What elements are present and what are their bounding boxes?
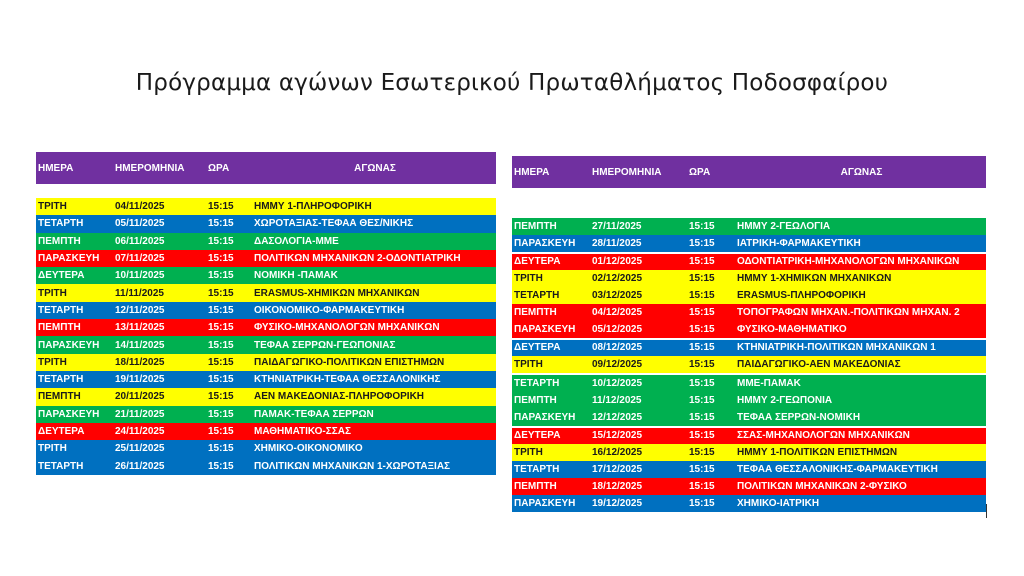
cell-day: ΤΡΙΤΗ	[514, 359, 543, 371]
cell-date: 18/12/2025	[592, 480, 643, 492]
cell-day: ΔΕΥΤΕΡΑ	[38, 270, 85, 282]
cell-date: 24/11/2025	[115, 426, 165, 437]
cell-time: 15:15	[208, 426, 234, 437]
cell-match: ΤΟΠΟΓΡΑΦΩΝ ΜΗΧΑΝ.-ΠΟΛΙΤΙΚΩΝ ΜΗΧΑΝ. 2	[737, 306, 960, 318]
header-date: ΗΜΕΡΟΜΗΝΙΑ	[115, 162, 185, 174]
cell-date: 11/11/2025	[115, 287, 164, 299]
table-row	[36, 284, 496, 301]
cell-time: 15:15	[208, 356, 234, 368]
cell-day: ΤΕΤΑΡΤΗ	[38, 218, 84, 230]
cell-match: ΠΟΛΙΤΙΚΩΝ ΜΗΧΑΝΙΚΩΝ 1-ΧΩΡΟΤΑΞΙΑΣ	[254, 460, 451, 472]
cell-match: ΜΑΘΗΜΑΤΙΚΟ-ΣΣΑΣ	[254, 426, 351, 437]
cell-match: ΗΜΜΥ 2-ΓΕΩΠΟΝΙΑ	[737, 394, 833, 406]
cell-date: 10/11/2025	[115, 270, 165, 282]
slide-edge-mark	[986, 504, 987, 518]
cell-time: 15:15	[689, 411, 715, 423]
cell-time: 15:15	[689, 290, 715, 302]
header-match: ΑΓΩΝΑΣ	[354, 162, 396, 174]
cell-day: ΤΕΤΑΡΤΗ	[514, 464, 560, 476]
cell-day: ΤΕΤΑΡΤΗ	[38, 460, 84, 472]
cell-match: ΠΟΛΙΤΙΚΩΝ ΜΗΧΑΝΙΚΩΝ 2-ΦΥΣΙΚΟ	[737, 480, 907, 492]
table-row	[36, 215, 496, 232]
table-row	[36, 371, 496, 388]
table-row	[36, 354, 496, 371]
cell-day: ΤΕΤΑΡΤΗ	[38, 304, 84, 316]
cell-match: ΠΑΙΔΑΓΩΓΙΚΟ-ΠΟΛΙΤΙΚΩΝ ΕΠΙΣΤΗΜΩΝ	[254, 356, 445, 368]
table-row	[36, 233, 496, 250]
table-row	[512, 495, 986, 512]
cell-date: 03/12/2025	[592, 290, 643, 302]
table-row	[512, 478, 986, 495]
cell-time: 15:15	[689, 359, 715, 371]
cell-match: ΠΟΛΙΤΙΚΩΝ ΜΗΧΑΝΙΚΩΝ 2-ΟΔΟΝΤΙΑΤΡΙΚΗ	[254, 253, 461, 265]
cell-match: ERASMUS-ΧΗΜΙΚΩΝ ΜΗΧΑΝΙΚΩΝ	[254, 287, 420, 299]
cell-date: 16/12/2025	[592, 447, 643, 459]
header-day: ΗΜΕΡΑ	[514, 166, 550, 178]
cell-time: 15:15	[689, 323, 715, 335]
cell-date: 02/12/2025	[592, 273, 643, 285]
table-row	[512, 304, 986, 321]
cell-time: 15:15	[208, 339, 234, 351]
cell-time: 15:15	[208, 408, 234, 420]
cell-date: 19/11/2025	[115, 374, 165, 386]
cell-time: 15:15	[208, 391, 234, 403]
cell-date: 11/12/2025	[592, 394, 642, 406]
cell-time: 15:15	[689, 464, 715, 476]
schedule-table-november	[36, 152, 496, 475]
cell-date: 10/12/2025	[592, 378, 643, 390]
table-row	[512, 321, 986, 338]
cell-date: 12/12/2025	[592, 411, 643, 423]
table-row	[512, 340, 986, 357]
cell-day: ΠΕΜΠΤΗ	[514, 394, 557, 406]
cell-date: 12/11/2025	[115, 304, 165, 316]
cell-time: 15:15	[208, 374, 234, 386]
table-row	[36, 336, 496, 353]
cell-match: ΧΗΜΙΚΟ-ΟΙΚΟΝΟΜΙΚΟ	[254, 443, 363, 455]
cell-day: ΠΑΡΑΣΚΕΥΗ	[514, 237, 576, 249]
cell-day: ΤΕΤΑΡΤΗ	[38, 374, 84, 386]
page-title: Πρόγραμμα αγώνων Εσωτερικού Πρωταθλήματος Ποδοσφαίρου	[135, 70, 889, 96]
cell-match: ΟΔΟΝΤΙΑΤΡΙΚΗ-ΜΗΧΑΝΟΛΟΓΩΝ ΜΗΧΑΝΙΚΩΝ	[737, 256, 960, 268]
table-spacer	[36, 184, 496, 198]
cell-day: ΠΑΡΑΣΚΕΥΗ	[38, 408, 100, 420]
table-row	[36, 457, 496, 474]
cell-time: 15:15	[208, 201, 234, 213]
header-time: ΩΡΑ	[689, 166, 711, 178]
cell-day: ΠΕΜΠΤΗ	[38, 391, 81, 403]
cell-time: 15:15	[208, 287, 234, 299]
table-row	[512, 428, 986, 445]
cell-match: ΤΕΦΑΑ ΣΕΡΡΩΝ-ΓΕΩΠΟΝΙΑΣ	[254, 339, 396, 351]
cell-date: 19/12/2025	[592, 497, 643, 509]
cell-day: ΤΡΙΤΗ	[514, 273, 543, 285]
table-row	[36, 440, 496, 457]
header-date: ΗΜΕΡΟΜΗΝΙΑ	[592, 166, 662, 178]
cell-day: ΠΕΜΠΤΗ	[514, 480, 557, 492]
cell-date: 18/11/2025	[115, 356, 165, 368]
table-row	[36, 198, 496, 215]
table-row	[512, 218, 986, 235]
cell-match: ΗΜΜΥ 1-ΠΟΛΙΤΙΚΩΝ ΕΠΙΣΤΗΜΩΝ	[737, 447, 898, 459]
cell-time: 15:15	[208, 460, 234, 472]
cell-date: 07/11/2025	[115, 253, 165, 265]
cell-date: 27/11/2025	[592, 220, 642, 232]
table-row	[512, 444, 986, 461]
cell-date: 06/11/2025	[115, 235, 165, 247]
cell-match: ΠΑΙΔΑΓΩΓΙΚΟ-ΑΕΝ ΜΑΚΕΔΟΝΙΑΣ	[737, 359, 901, 371]
cell-day: ΠΕΜΠΤΗ	[38, 235, 81, 247]
table-spacer	[512, 188, 986, 218]
cell-day: ΤΕΤΑΡΤΗ	[514, 290, 560, 302]
cell-time: 15:15	[689, 220, 715, 232]
table-row	[36, 250, 496, 267]
header-day: ΗΜΕΡΑ	[38, 162, 74, 174]
table-body	[36, 198, 496, 475]
cell-day: ΤΕΤΑΡΤΗ	[514, 378, 560, 390]
cell-match: ERASMUS-ΠΛΗΡΟΦΟΡΙΚΗ	[737, 290, 866, 302]
cell-day: ΠΑΡΑΣΚΕΥΗ	[514, 497, 576, 509]
cell-date: 08/12/2025	[592, 342, 643, 354]
cell-match: ΙΑΤΡΙΚΗ-ΦΑΡΜΑΚΕΥΤΙΚΗ	[737, 237, 861, 249]
cell-day: ΤΡΙΤΗ	[38, 201, 67, 213]
cell-date: 04/12/2025	[592, 306, 643, 318]
cell-time: 15:15	[689, 342, 715, 354]
cell-match: ΟΙΚΟΝΟΜΙΚΟ-ΦΑΡΜΑΚΕΥΤΙΚΗ	[254, 304, 405, 316]
cell-match: ΤΕΦΑΑ ΣΕΡΡΩΝ-ΝΟΜΙΚΗ	[737, 411, 861, 423]
table-row	[36, 423, 496, 440]
table-row	[36, 388, 496, 405]
cell-time: 15:15	[208, 253, 234, 265]
cell-day: ΠΕΜΠΤΗ	[38, 322, 81, 334]
cell-match: ΗΜΜΥ 1-ΧΗΜΙΚΩΝ ΜΗΧΑΝΙΚΩΝ	[737, 273, 892, 285]
cell-match: ΔΑΣΟΛΟΓΙΑ-ΜΜΕ	[254, 235, 339, 247]
cell-time: 15:15	[689, 306, 715, 318]
cell-date: 09/12/2025	[592, 359, 643, 371]
cell-day: ΠΕΜΠΤΗ	[514, 220, 557, 232]
cell-match: ΣΣΑΣ-ΜΗΧΑΝΟΛΟΓΩΝ ΜΗΧΑΝΙΚΩΝ	[737, 430, 910, 442]
cell-match: ΝΟΜΙΚΗ -ΠΑΜΑΚ	[254, 270, 338, 282]
cell-date: 05/12/2025	[592, 323, 643, 335]
cell-date: 01/12/2025	[592, 256, 643, 268]
cell-date: 13/11/2025	[115, 322, 165, 334]
cell-match: ΜΜΕ-ΠΑΜΑΚ	[737, 378, 801, 390]
cell-day: ΔΕΥΤΕΡΑ	[38, 426, 85, 437]
cell-time: 15:15	[208, 304, 234, 316]
table-header	[36, 152, 496, 184]
table-row	[512, 409, 986, 426]
cell-date: 17/12/2025	[592, 464, 643, 476]
cell-match: ΠΑΜΑΚ-ΤΕΦΑΑ ΣΕΡΡΩΝ	[254, 408, 374, 420]
cell-date: 25/11/2025	[115, 443, 165, 455]
cell-date: 04/11/2025	[115, 201, 165, 213]
cell-day: ΠΑΡΑΣΚΕΥΗ	[38, 253, 100, 265]
table-row	[512, 235, 986, 252]
cell-match: ΦΥΣΙΚΟ-ΜΑΘΗΜΑΤΙΚΟ	[737, 323, 847, 335]
table-row	[512, 392, 986, 409]
table-header	[512, 156, 986, 188]
cell-date: 05/11/2025	[115, 218, 165, 230]
cell-match: ΑΕΝ ΜΑΚΕΔΟΝΙΑΣ-ΠΛΗΡΟΦΟΡΙΚΗ	[254, 391, 425, 403]
cell-time: 15:15	[208, 218, 234, 230]
table-body	[512, 218, 986, 512]
cell-match: ΧΗΜΙΚΟ-ΙΑΤΡΙΚΗ	[737, 497, 820, 509]
cell-day: ΠΑΡΑΣΚΕΥΗ	[514, 411, 576, 423]
cell-day: ΠΕΜΠΤΗ	[514, 306, 557, 318]
cell-time: 15:15	[689, 497, 715, 509]
header-time: ΩΡΑ	[208, 162, 230, 174]
table-row	[36, 267, 496, 284]
cell-time: 15:15	[689, 430, 715, 442]
cell-date: 20/11/2025	[115, 391, 165, 403]
cell-match: ΤΕΦΑΑ ΘΕΣΣΑΛΟΝΙΚΗΣ-ΦΑΡΜΑΚΕΥΤΙΚΗ	[737, 464, 938, 476]
cell-day: ΤΡΙΤΗ	[38, 287, 67, 299]
cell-day: ΔΕΥΤΕΡΑ	[514, 342, 561, 354]
cell-match: ΦΥΣΙΚΟ-ΜΗΧΑΝΟΛΟΓΩΝ ΜΗΧΑΝΙΚΩΝ	[254, 322, 440, 334]
cell-time: 15:15	[689, 273, 715, 285]
header-match: ΑΓΩΝΑΣ	[840, 166, 883, 178]
cell-date: 21/11/2025	[115, 408, 165, 420]
cell-date: 26/11/2025	[115, 460, 165, 472]
table-row	[512, 356, 986, 373]
cell-time: 15:15	[689, 394, 715, 406]
table-row	[36, 302, 496, 319]
table-row	[512, 270, 986, 287]
table-row	[512, 254, 986, 271]
cell-day: ΠΑΡΑΣΚΕΥΗ	[38, 339, 100, 351]
schedule-table-december	[512, 156, 986, 512]
cell-match: ΧΩΡΟΤΑΞΙΑΣ-ΤΕΦΑΑ ΘΕΣ/ΝΙΚΗΣ	[254, 218, 414, 230]
table-row	[512, 287, 986, 304]
cell-time: 15:15	[689, 480, 715, 492]
cell-match: ΚΤΗΝΙΑΤΡΙΚΗ-ΤΕΦΑΑ ΘΕΣΣΑΛΟΝΙΚΗΣ	[254, 374, 441, 386]
cell-day: ΤΡΙΤΗ	[38, 356, 67, 368]
cell-date: 15/12/2025	[592, 430, 643, 442]
cell-time: 15:15	[689, 256, 715, 268]
cell-day: ΤΡΙΤΗ	[38, 443, 67, 455]
cell-match: ΚΤΗΝΙΑΤΡΙΚΗ-ΠΟΛΙΤΙΚΩΝ ΜΗΧΑΝΙΚΩΝ 1	[737, 342, 936, 354]
cell-time: 15:15	[208, 322, 234, 334]
cell-time: 15:15	[208, 443, 234, 455]
table-row	[36, 406, 496, 423]
cell-date: 28/11/2025	[592, 237, 642, 249]
cell-day: ΔΕΥΤΕΡΑ	[514, 256, 561, 268]
cell-time: 15:15	[689, 378, 715, 390]
cell-date: 14/11/2025	[115, 339, 165, 351]
cell-time: 15:15	[689, 447, 715, 459]
cell-match: ΗΜΜΥ 1-ΠΛΗΡΟΦΟΡΙΚΗ	[254, 201, 372, 213]
cell-time: 15:15	[208, 270, 234, 282]
table-row	[512, 375, 986, 392]
cell-day: ΠΑΡΑΣΚΕΥΗ	[514, 323, 576, 335]
cell-time: 15:15	[208, 235, 234, 247]
cell-match: ΗΜΜΥ 2-ΓΕΩΛΟΓΙΑ	[737, 220, 831, 232]
table-row	[36, 319, 496, 336]
table-row	[512, 461, 986, 478]
cell-day: ΤΡΙΤΗ	[514, 447, 543, 459]
cell-time: 15:15	[689, 237, 715, 249]
cell-day: ΔΕΥΤΕΡΑ	[514, 430, 561, 442]
